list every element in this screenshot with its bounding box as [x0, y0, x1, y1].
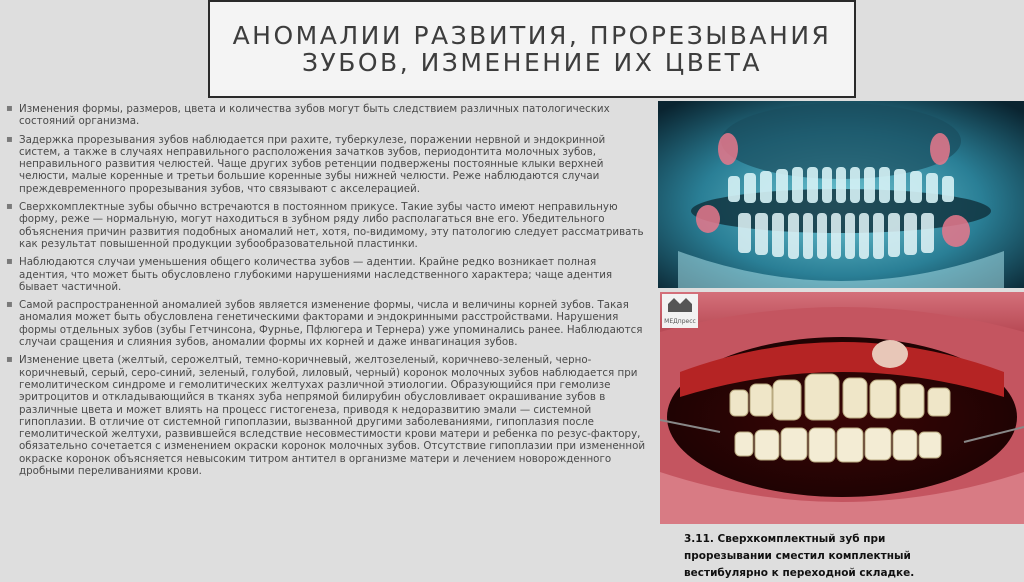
caption-line: прорезывании сместил комплектный — [684, 550, 911, 562]
bullet-icon: ▪ — [6, 103, 13, 114]
paragraph-text: Наблюдаются случаи уменьшения общего количества зубов — адентии. Крайне редко возникает полная адентия, что может быть обусловлено глубокими нарушениями наследственного характера; чаще адентия бывает частичной. — [19, 256, 613, 293]
list-item — [6, 134, 646, 195]
publisher-logo-text: МЕДпресс — [664, 318, 696, 325]
paragraph-text: Задержка прорезывания зубов наблюдается при рахите, туберкулезе, поражении нервной и эндокринной систем, а также в случаях неправильного расположения зачатков зубов, периодонтита молочных зубов, неправильного развития челюстей. Чаще других зубов ретенции подвержены постоянные клыки верхней челюсти, малые коренные и третьи большие коренные зубы нижней челюсти. Реже наблюдаются случаи преждевременного прорезывания зубов, что связывают с акселерацией. — [19, 133, 606, 195]
bullet-icon: ▪ — [6, 299, 13, 311]
text-column — [6, 103, 646, 573]
caption-line: вестибулярно к переходной складке. — [684, 567, 915, 579]
bullet-icon: ▪ — [6, 256, 13, 268]
figure-caption — [684, 531, 1024, 582]
paragraph-text: Самой распространенной аномалией зубов является изменение формы, числа и величины корней зубов. Такая аномалия может быть обусловлена генетическими факторами и эндокринными расстройствами. Нарушения формы отдельных зубов (зубы Гетчинсона, Фурнье, Пфлюгера и Тернера) уже упоминались ранее. Наблюдаются случаи сращения и слияния зубов, аномалии формы их корней и даже инвагинация зубов. — [19, 299, 643, 349]
title-box — [208, 0, 856, 98]
paragraph-text: Сверхкомплектные зубы обычно встречаются в постоянном прикусе. Такие зубы часто имеют неправильную форму, реже — нормальную, могут находиться в зубном ряду либо располагаться вне его. Убедительного объяснения причин развития подобных аномалий нет, хотя, по-видимому, эту патологию следует рассматривать как результат повышенной продукции зубообразовательной пластинки. — [19, 201, 644, 250]
list-item — [6, 354, 646, 477]
xray-illustration — [658, 101, 1024, 288]
paragraph-text: Изменение цвета (желтый, серожелтый, темно-коричневый, желтозеленый, коричнево-зеленый, черно-коричневый, серый, серо-синий, зеленый, голубой, лиловый, черный) коронок молочных зубов наблюдается при гемолитическом синдроме и гемолитических желтухах различной этиологии. Образующийся при гемолизе эритроцитов и откладывающийся в тканях зуба непрямой билирубин обусловливает окрашивание зубов в различные цвета и может влиять на процесс гистогенеза, приводя к недоразвитию эмали — системной гипоплазии. В отличие от системной гипоплазии, вызванной другими заболеваниями, гипоплазия после гемолитической желтухи, развившейся вследствие несовместимости крови матери и ребенка по резус-фактору, обязательно сочетается с изменением окраски коронок молочных зубов. Отсутствие гипоплазии при измененной окраске коронок объясняется невысоким титром антител в организме матери и лечением новорожденного дробными переливаниями крови. — [19, 354, 646, 478]
bullet-list — [6, 103, 646, 477]
bullet-icon: ▪ — [6, 354, 13, 366]
list-item — [6, 256, 646, 293]
panoramic-xray-image — [658, 101, 1024, 288]
list-item — [6, 103, 646, 128]
clinical-photo-image — [660, 292, 1024, 524]
paragraph-text: Изменения формы, размеров, цвета и количества зубов могут быть следствием различных патологических состояний организма. — [19, 103, 610, 128]
bullet-icon: ▪ — [6, 133, 13, 145]
slide-title: АНОМАЛИИ РАЗВИТИЯ, ПРОРЕЗЫВАНИЯ ЗУБОВ, ИЗМЕНЕНИЕ ИХ ЦВЕТА — [232, 21, 832, 77]
bullet-icon: ▪ — [6, 201, 13, 213]
caption-line: 3.11. Сверхкомплектный зуб при — [684, 533, 886, 545]
list-item — [6, 201, 646, 250]
mouth-illustration — [660, 292, 1024, 524]
list-item — [6, 299, 646, 348]
